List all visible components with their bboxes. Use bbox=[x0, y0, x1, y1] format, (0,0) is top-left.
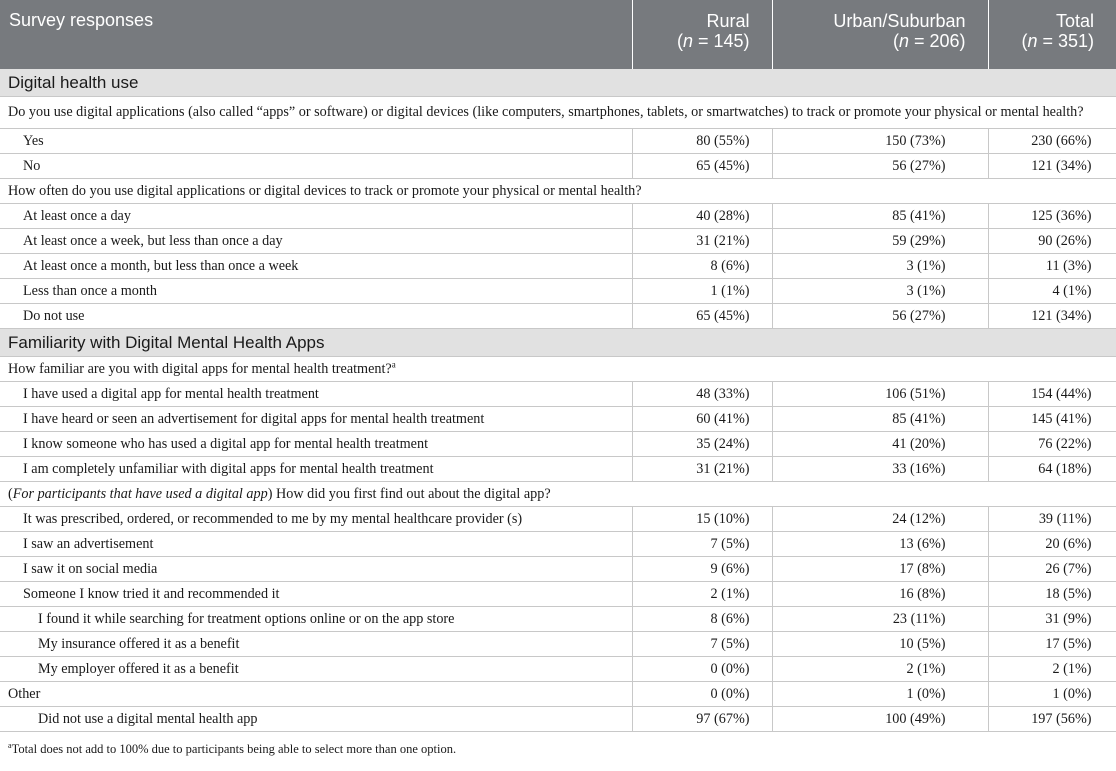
table-row: It was prescribed, ordered, or recommended to me by my mental healthcare provider (s) 15 (10%) 24 (12%) 39 (11%) bbox=[0, 507, 1116, 532]
table-row: My insurance offered it as a benefit 7 (5%) 10 (5%) 17 (5%) bbox=[0, 632, 1116, 657]
header-urban: Urban/Suburban (n = 206) bbox=[772, 0, 988, 69]
table-row: At least once a week, but less than once a day 31 (21%) 59 (29%) 90 (26%) bbox=[0, 229, 1116, 254]
question-row bbox=[0, 357, 1116, 382]
question-find-out: (For participants that have used a digital app) How did you first find out about the digital app? bbox=[0, 482, 1116, 507]
table-row: No 65 (45%) 56 (27%) 121 (34%) bbox=[0, 154, 1116, 179]
question-use-apps: Do you use digital applications (also called “apps” or software) or digital devices (like computers, smartphones, tablets, or smartwatches) to track or promote your physical or mental health? bbox=[0, 97, 1116, 129]
table-row: I have heard or seen an advertisement for digital apps for mental health treatment 60 (41%) 85 (41%) 145 (41%) bbox=[0, 407, 1116, 432]
table-row: Someone I know tried it and recommended it 2 (1%) 16 (8%) 18 (5%) bbox=[0, 582, 1116, 607]
table-row: My employer offered it as a benefit 0 (0%) 2 (1%) 2 (1%) bbox=[0, 657, 1116, 682]
table-row: Other 0 (0%) 1 (0%) 1 (0%) bbox=[0, 682, 1116, 707]
table-footnote: $^a$Total does not add to 100% due to participants being able to select more than one option. bbox=[8, 740, 457, 756]
table-row: Less than once a month 1 (1%) 3 (1%) 4 (1%) bbox=[0, 279, 1116, 304]
table-row: I know someone who has used a digital app for mental health treatment 35 (24%) 41 (20%) 76 (22%) bbox=[0, 432, 1116, 457]
table-row: I saw an advertisement 7 (5%) 13 (6%) 20 (6%) bbox=[0, 532, 1116, 557]
footnote-marker: a bbox=[391, 358, 396, 369]
header-survey-responses: Survey responses bbox=[0, 0, 632, 69]
section-digital-health-use: Digital health use bbox=[0, 69, 1116, 97]
section-familiarity: Familiarity with Digital Mental Health Apps bbox=[0, 329, 1116, 357]
header-rural: Rural (n = 145) bbox=[632, 0, 772, 69]
header-total: Total (n = 351) bbox=[988, 0, 1116, 69]
table-row: Yes 80 (55%) 150 (73%) 230 (66%) bbox=[0, 129, 1116, 154]
table-row: I saw it on social media 9 (6%) 17 (8%) 26 (7%) bbox=[0, 557, 1116, 582]
table-row: At least once a day 40 (28%) 85 (41%) 125 (36%) bbox=[0, 204, 1116, 229]
question-row bbox=[0, 97, 1116, 129]
table-row: At least once a month, but less than once a week 8 (6%) 3 (1%) 11 (3%) bbox=[0, 254, 1116, 279]
question-familiarity: How familiar are you with digital apps for mental health treatment?$^a$ bbox=[0, 357, 1116, 382]
table-row: Do not use 65 (45%) 56 (27%) 121 (34%) bbox=[0, 304, 1116, 329]
question-row bbox=[0, 179, 1116, 204]
question-row bbox=[0, 482, 1116, 507]
header-row bbox=[0, 0, 1116, 69]
table-row: Did not use a digital mental health app 97 (67%) 100 (49%) 197 (56%) bbox=[0, 707, 1116, 732]
table-row: I have used a digital app for mental health treatment 48 (33%) 106 (51%) 154 (44%) bbox=[0, 382, 1116, 407]
table-row: I am completely unfamiliar with digital apps for mental health treatment 31 (21%) 33 (16%) 64 (18%) bbox=[0, 457, 1116, 482]
table-row: I found it while searching for treatment options online or on the app store 8 (6%) 23 (11%) 31 (9%) bbox=[0, 607, 1116, 632]
question-frequency: How often do you use digital applications or digital devices to track or promote your physical or mental health? bbox=[0, 179, 1116, 204]
